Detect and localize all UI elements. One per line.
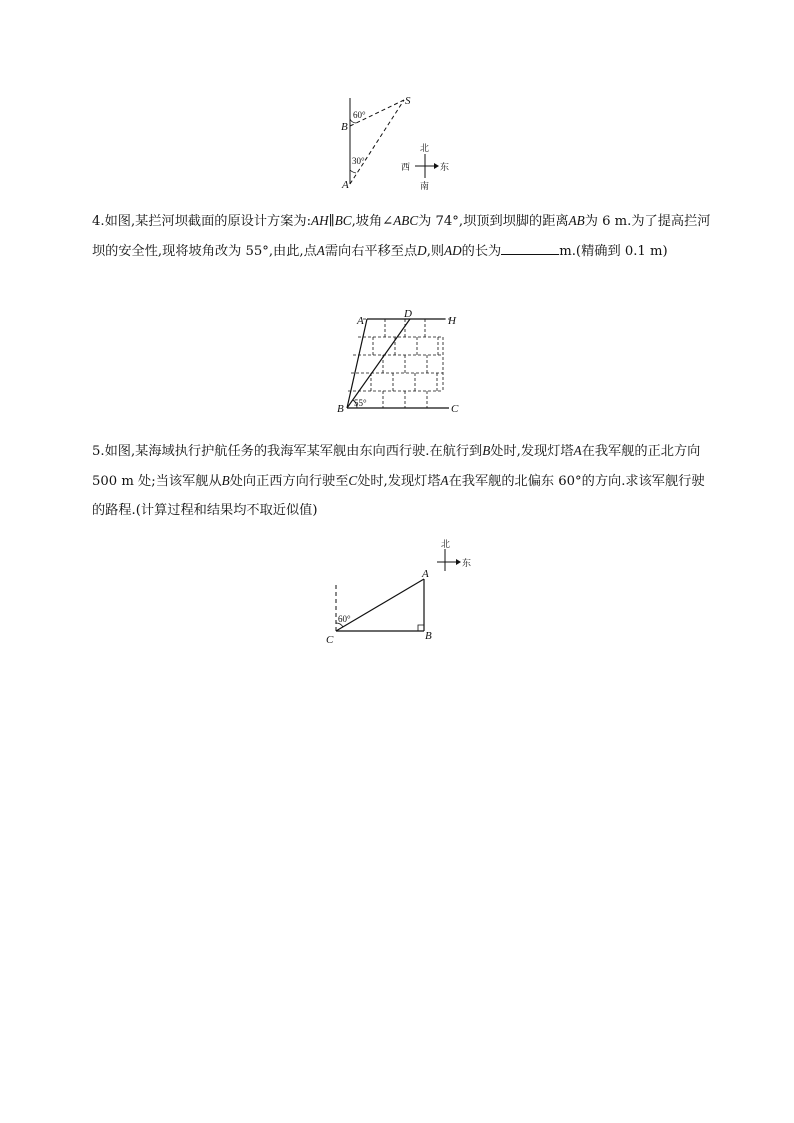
point-a-label: A bbox=[342, 179, 349, 191]
q4-var-abc: ABC bbox=[393, 213, 419, 228]
point-d-label: D bbox=[404, 308, 412, 320]
compass-east: 东 bbox=[440, 163, 450, 173]
angle-55-label: 55° bbox=[354, 398, 367, 408]
q5-var-c: C bbox=[348, 473, 358, 488]
q4-var-ah: AH bbox=[311, 213, 329, 228]
q4-var-d: D bbox=[417, 243, 427, 258]
question-4-number: 4 bbox=[92, 214, 101, 229]
q5-var-a: A bbox=[573, 443, 582, 458]
answer-blank[interactable] bbox=[501, 242, 559, 255]
point-a-label: A bbox=[357, 315, 364, 327]
angle-30-label: 30° bbox=[352, 156, 365, 166]
q4-text-2: ,坡角∠ bbox=[351, 214, 394, 229]
q5-text-3: 在我军舰的正北方向 500 m 处;当该军舰从 bbox=[92, 444, 701, 489]
point-s-label: S bbox=[405, 95, 411, 107]
angle-60-label: 60° bbox=[353, 110, 366, 120]
point-h-label: H bbox=[448, 315, 456, 327]
angle-arc-bottom bbox=[350, 170, 356, 173]
compass-north: 北 bbox=[441, 540, 451, 550]
q4-text-1: .如图,某拦河坝截面的原设计方案为: bbox=[100, 214, 312, 229]
point-b-label: B bbox=[341, 121, 348, 133]
q4-text-7: 的长为 bbox=[461, 244, 502, 259]
compass-icon bbox=[401, 142, 449, 192]
q4-var-bc: BC bbox=[334, 213, 352, 228]
q4-text-4: 为 6 m.为了提高拦河坝的安全性,现将坡角改为 55°,由此,点 bbox=[92, 214, 711, 259]
angle-60-label: 60° bbox=[338, 614, 351, 624]
compass-south: 南 bbox=[420, 182, 430, 192]
q4-var-a: A bbox=[316, 243, 325, 258]
compass-east: 东 bbox=[462, 559, 472, 569]
right-angle-mark bbox=[418, 625, 424, 631]
compass-icon bbox=[437, 538, 471, 571]
q4-text-8: m.(精确到 0.1 m) bbox=[559, 244, 668, 259]
q4-text-6: ,则 bbox=[426, 244, 445, 259]
q5-var-a-2: A bbox=[440, 473, 449, 488]
q4-text-3: 为 74°,坝顶到坝脚的距离 bbox=[418, 214, 569, 229]
q4-var-ab: AB bbox=[568, 213, 585, 228]
question-5 bbox=[92, 436, 712, 525]
q5-text-6: 在我军舰的北偏东 60°的方向.求该军舰行驶的路程.(计算过程和结果均不取近似值) bbox=[92, 474, 705, 518]
q4-parallel: ∥ bbox=[328, 214, 335, 229]
point-c-label: C bbox=[451, 403, 459, 415]
q5-text-2: 处时,发现灯塔 bbox=[490, 444, 574, 459]
figure-1-bearing-diagram bbox=[330, 92, 460, 194]
compass-west: 西 bbox=[401, 163, 411, 173]
point-b-label: B bbox=[337, 403, 344, 415]
q4-var-ad: AD bbox=[444, 243, 462, 258]
figure-2-dam-cross-section bbox=[333, 307, 463, 417]
question-4 bbox=[92, 206, 712, 266]
point-b-label: B bbox=[425, 630, 432, 642]
q5-text-1: .如图,某海域执行护航任务的我海军某军舰由东向西行驶.在航行到 bbox=[100, 444, 483, 459]
q5-text-5: 处时,发现灯塔 bbox=[357, 474, 441, 489]
q5-var-b: B bbox=[482, 443, 491, 458]
point-a-label: A bbox=[422, 568, 429, 580]
compass-north: 北 bbox=[420, 144, 430, 154]
q5-text-4: 处向正西方向行驶至 bbox=[229, 474, 349, 489]
point-c-label: C bbox=[326, 634, 334, 646]
figure-3-ship-triangle bbox=[320, 535, 480, 647]
q4-text-5: 需向右平移至点 bbox=[324, 244, 418, 259]
question-5-number: 5 bbox=[92, 444, 101, 459]
q5-var-b-2: B bbox=[221, 473, 230, 488]
